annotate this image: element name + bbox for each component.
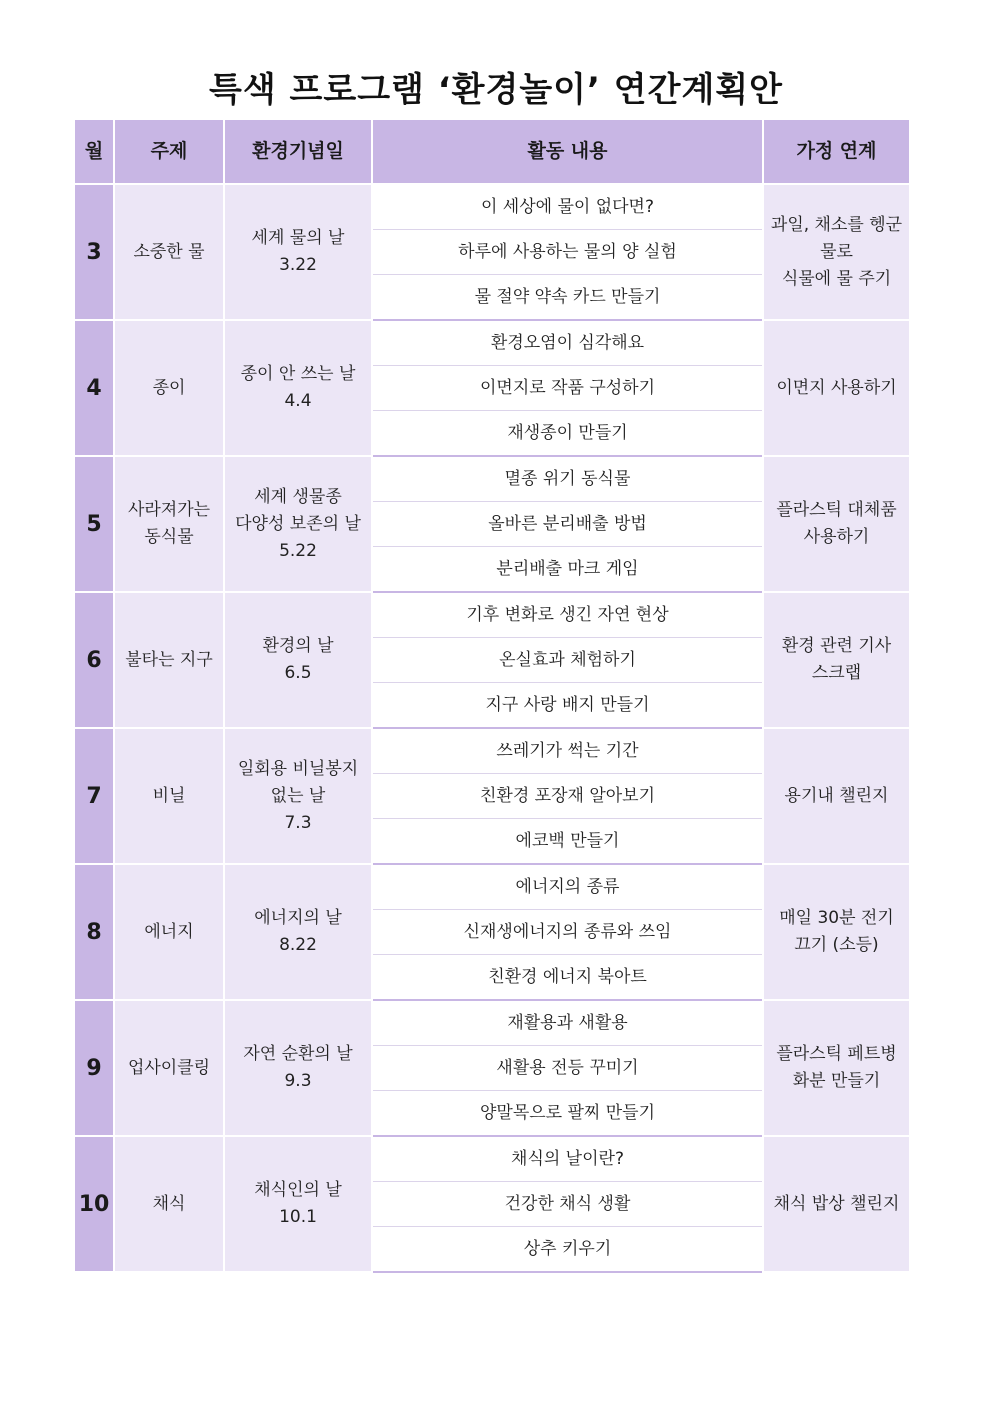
cell-line: 10.1 — [279, 1207, 317, 1227]
home-link-cell — [763, 864, 910, 1000]
activity-cell: 환경오염이 심각해요 — [372, 320, 763, 366]
home-link-cell — [763, 592, 910, 728]
table-row — [74, 864, 910, 910]
environment-day-cell — [224, 1136, 372, 1272]
activity-cell: 이 세상에 물이 없다면? — [372, 184, 763, 230]
activity-cell: 분리배출 마크 게임 — [372, 547, 763, 593]
cell-line: 매일 30분 전기 — [779, 908, 894, 928]
cell-line: 8.22 — [279, 935, 317, 955]
table-row — [74, 592, 910, 638]
activity-cell: 신재생에너지의 종류와 쓰임 — [372, 910, 763, 955]
header-day: 환경기념일 — [224, 119, 372, 184]
cell-line: 일회용 비닐봉지 — [237, 758, 359, 779]
home-link-cell — [763, 184, 910, 320]
theme-cell — [114, 184, 224, 320]
activity-cell: 새활용 전등 꾸미기 — [372, 1046, 763, 1091]
environment-day-cell — [224, 456, 372, 592]
activity-cell: 친환경 포장재 알아보기 — [372, 774, 763, 819]
cell-line: 용기내 챌린지 — [784, 785, 889, 806]
cell-line: 4.4 — [284, 391, 312, 411]
activity-cell: 재생종이 만들기 — [372, 411, 763, 457]
home-link-cell — [763, 320, 910, 456]
environment-day-cell — [224, 864, 372, 1000]
cell-line: 업사이클링 — [127, 1057, 211, 1078]
theme-cell — [114, 1136, 224, 1272]
cell-line: 불타는 지구 — [125, 649, 213, 670]
table-row — [74, 728, 910, 774]
month-cell: 5 — [74, 456, 114, 592]
cell-line: 다양성 보존의 날 — [235, 513, 361, 534]
cell-line: 이면지 사용하기 — [776, 377, 897, 398]
cell-line: 비닐 — [152, 785, 186, 806]
month-cell: 9 — [74, 1000, 114, 1136]
activity-cell: 온실효과 체험하기 — [372, 638, 763, 683]
cell-line: 9.3 — [284, 1071, 312, 1091]
cell-line: 세계 물의 날 — [251, 228, 345, 248]
header-home: 가정 연계 — [763, 119, 910, 184]
environment-day-cell — [224, 592, 372, 728]
activity-cell: 이면지로 작품 구성하기 — [372, 366, 763, 411]
cell-line: 환경의 날 — [262, 636, 334, 656]
activity-cell: 친환경 에너지 북아트 — [372, 955, 763, 1001]
theme-cell — [114, 592, 224, 728]
cell-line: 없는 날 — [270, 785, 326, 806]
activity-cell: 쓰레기가 썩는 기간 — [372, 728, 763, 774]
cell-line: 종이 안 쓰는 날 — [240, 364, 356, 384]
table-row — [74, 1000, 910, 1046]
activity-cell: 에너지의 종류 — [372, 864, 763, 910]
cell-line: 환경 관련 기사 — [781, 636, 892, 656]
activity-cell: 양말목으로 팔찌 만들기 — [372, 1091, 763, 1137]
cell-line: 세계 생물종 — [254, 486, 342, 507]
activity-cell: 채식의 날이란? — [372, 1136, 763, 1182]
annual-plan-table — [73, 118, 911, 1273]
page-title: 특색 프로그램 ‘환경놀이’ 연간계획안 — [208, 70, 783, 110]
month-cell: 8 — [74, 864, 114, 1000]
home-link-cell — [763, 728, 910, 864]
cell-line: 플라스틱 페트병 — [776, 1044, 897, 1064]
activity-cell: 하루에 사용하는 물의 양 실험 — [372, 230, 763, 275]
cell-line: 물로 — [820, 241, 853, 262]
header-row — [74, 119, 910, 184]
cell-line: 동식물 — [144, 527, 194, 547]
cell-line: 5.22 — [279, 540, 317, 561]
month-cell: 7 — [74, 728, 114, 864]
month-cell: 3 — [74, 184, 114, 320]
cell-line: 채식 — [152, 1193, 186, 1214]
cell-line: 스크랩 — [811, 663, 862, 683]
theme-cell — [114, 456, 224, 592]
month-cell: 4 — [74, 320, 114, 456]
cell-line: 사라져가는 — [127, 500, 211, 520]
cell-line: 채식 밥상 챌린지 — [773, 1193, 900, 1214]
table-row — [74, 320, 910, 366]
cell-line: 플라스틱 대체품 — [776, 500, 897, 520]
cell-line: 종이 — [152, 377, 186, 398]
home-link-cell — [763, 1000, 910, 1136]
theme-cell — [114, 320, 224, 456]
activity-cell: 기후 변화로 생긴 자연 현상 — [372, 592, 763, 638]
theme-cell — [114, 1000, 224, 1136]
activity-cell: 지구 사랑 배지 만들기 — [372, 683, 763, 729]
cell-line: 소중한 물 — [133, 241, 205, 262]
environment-day-cell — [224, 728, 372, 864]
table-row — [74, 184, 910, 230]
cell-line: 끄기 (소등) — [794, 935, 879, 955]
environment-day-cell — [224, 184, 372, 320]
environment-day-cell — [224, 1000, 372, 1136]
home-link-cell — [763, 1136, 910, 1272]
table-row — [74, 456, 910, 502]
activity-cell: 상추 키우기 — [372, 1227, 763, 1273]
month-cell: 6 — [74, 592, 114, 728]
table-row — [74, 1136, 910, 1182]
activity-cell: 멸종 위기 동식물 — [372, 456, 763, 502]
cell-line: 채식인의 날 — [254, 1180, 342, 1200]
activity-cell: 물 절약 약속 카드 만들기 — [372, 275, 763, 321]
environment-day-cell — [224, 320, 372, 456]
theme-cell — [114, 864, 224, 1000]
activity-cell: 재활용과 새활용 — [372, 1000, 763, 1046]
header-month: 월 — [74, 119, 114, 184]
activity-cell: 건강한 채식 생활 — [372, 1182, 763, 1227]
cell-line: 식물에 물 주기 — [781, 268, 892, 289]
cell-line: 6.5 — [284, 663, 312, 683]
cell-line: 에너지의 날 — [254, 908, 342, 928]
cell-line: 화분 만들기 — [792, 1071, 881, 1091]
cell-line: 에너지 — [144, 921, 194, 942]
cell-line: 과일, 채소를 헹군 — [770, 214, 903, 235]
theme-cell — [114, 728, 224, 864]
header-activity: 활동 내용 — [372, 119, 763, 184]
cell-line: 사용하기 — [803, 527, 870, 547]
activity-cell: 올바른 분리배출 방법 — [372, 502, 763, 547]
cell-line: 자연 순환의 날 — [243, 1044, 353, 1064]
header-theme: 주제 — [114, 119, 224, 184]
home-link-cell — [763, 456, 910, 592]
month-cell: 10 — [74, 1136, 114, 1272]
cell-line: 7.3 — [284, 812, 312, 833]
activity-cell: 에코백 만들기 — [372, 819, 763, 865]
cell-line: 3.22 — [279, 255, 317, 275]
